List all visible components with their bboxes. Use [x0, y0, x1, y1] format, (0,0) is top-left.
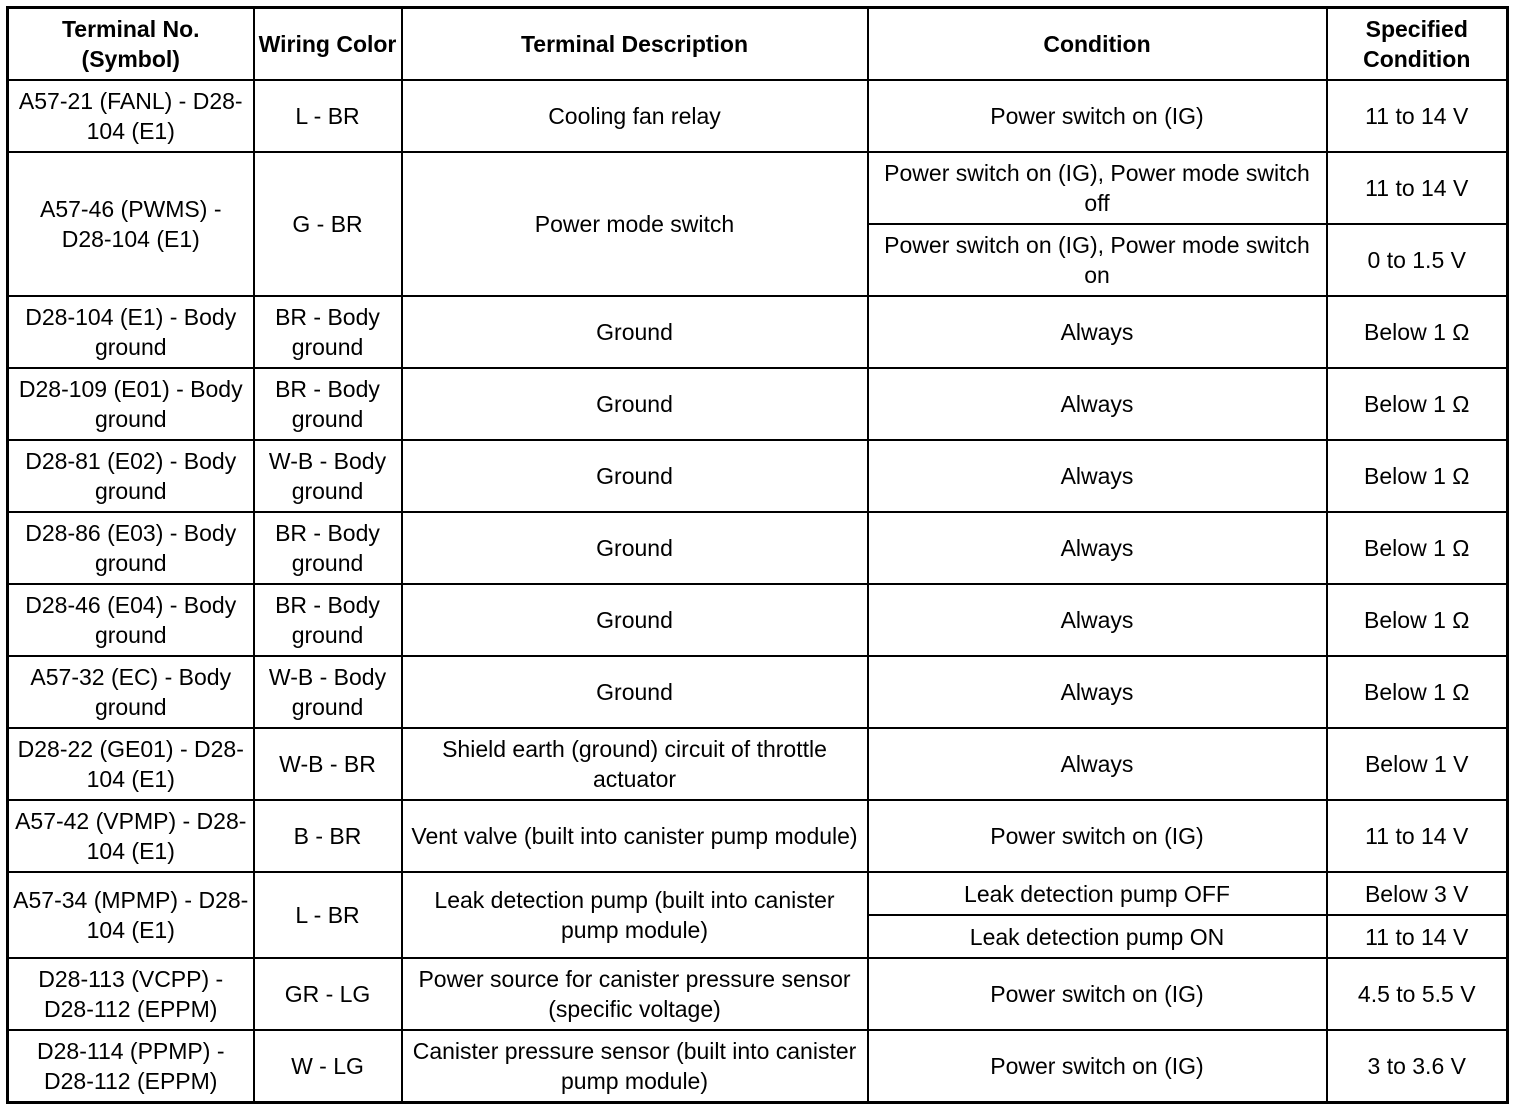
table-row: [8, 800, 1508, 872]
terminal-cell: D28-114 (PPMP) - D28-112 (EPPM): [8, 1030, 254, 1103]
specified-cell: 11 to 14 V: [1327, 800, 1508, 872]
condition-cell: Power switch on (IG): [868, 80, 1327, 152]
header-wiring-color: Wiring Color: [254, 8, 402, 81]
wiring-color-cell: BR - Body ground: [254, 584, 402, 656]
table-row: [8, 296, 1508, 368]
terminal-cell: D28-46 (E04) - Body ground: [8, 584, 254, 656]
condition-cell: Always: [868, 728, 1327, 800]
terminal-cell: A57-42 (VPMP) - D28-104 (E1): [8, 800, 254, 872]
table-row: [8, 80, 1508, 152]
description-cell: Ground: [402, 296, 868, 368]
table-row: [8, 656, 1508, 728]
terminal-cell: D28-81 (E02) - Body ground: [8, 440, 254, 512]
specified-cell: Below 1 V: [1327, 728, 1508, 800]
specified-cell: 11 to 14 V: [1327, 152, 1508, 224]
description-cell: Ground: [402, 584, 868, 656]
description-cell: Power mode switch: [402, 152, 868, 296]
table-row: [8, 1030, 1508, 1103]
description-cell: Ground: [402, 512, 868, 584]
terminal-cell: D28-113 (VCPP) - D28-112 (EPPM): [8, 958, 254, 1030]
wiring-color-cell: BR - Body ground: [254, 512, 402, 584]
terminal-cell: D28-22 (GE01) - D28-104 (E1): [8, 728, 254, 800]
table-row: [8, 872, 1508, 915]
terminal-cell: A57-46 (PWMS) - D28-104 (E1): [8, 152, 254, 296]
specified-cell: Below 3 V: [1327, 872, 1508, 915]
header-terminal: Terminal No. (Symbol): [8, 8, 254, 81]
specified-cell: 3 to 3.6 V: [1327, 1030, 1508, 1103]
table-row: [8, 512, 1508, 584]
wiring-color-cell: L - BR: [254, 80, 402, 152]
terminal-spec-table-wrapper: [6, 6, 1509, 1104]
terminal-cell: D28-109 (E01) - Body ground: [8, 368, 254, 440]
description-cell: Ground: [402, 656, 868, 728]
table-row: [8, 728, 1508, 800]
condition-cell: Power switch on (IG): [868, 1030, 1327, 1103]
table-header-row: [8, 8, 1508, 81]
condition-cell: Leak detection pump OFF: [868, 872, 1327, 915]
wiring-color-cell: G - BR: [254, 152, 402, 296]
table-row: [8, 440, 1508, 512]
description-cell: Leak detection pump (built into canister pump module): [402, 872, 868, 958]
wiring-color-cell: L - BR: [254, 872, 402, 958]
condition-cell: Power switch on (IG): [868, 800, 1327, 872]
table-row: [8, 152, 1508, 224]
specified-cell: Below 1 Ω: [1327, 512, 1508, 584]
condition-cell: Power switch on (IG), Power mode switch on: [868, 224, 1327, 296]
condition-cell: Always: [868, 584, 1327, 656]
condition-cell: Power switch on (IG): [868, 958, 1327, 1030]
header-condition: Condition: [868, 8, 1327, 81]
specified-cell: 11 to 14 V: [1327, 915, 1508, 958]
condition-cell: Always: [868, 368, 1327, 440]
condition-cell: Always: [868, 656, 1327, 728]
terminal-cell: A57-34 (MPMP) - D28-104 (E1): [8, 872, 254, 958]
description-cell: Vent valve (built into canister pump module): [402, 800, 868, 872]
wiring-color-cell: W-B - BR: [254, 728, 402, 800]
specified-cell: 0 to 1.5 V: [1327, 224, 1508, 296]
wiring-color-cell: W-B - Body ground: [254, 656, 402, 728]
terminal-spec-table: [6, 6, 1509, 1104]
description-cell: Power source for canister pressure sensor (specific voltage): [402, 958, 868, 1030]
wiring-color-cell: B - BR: [254, 800, 402, 872]
wiring-color-cell: W - LG: [254, 1030, 402, 1103]
description-cell: Ground: [402, 368, 868, 440]
terminal-cell: D28-104 (E1) - Body ground: [8, 296, 254, 368]
specified-cell: 11 to 14 V: [1327, 80, 1508, 152]
table-row: [8, 958, 1508, 1030]
terminal-cell: A57-32 (EC) - Body ground: [8, 656, 254, 728]
description-cell: Shield earth (ground) circuit of throttle actuator: [402, 728, 868, 800]
specified-cell: Below 1 Ω: [1327, 368, 1508, 440]
description-cell: Cooling fan relay: [402, 80, 868, 152]
description-cell: Canister pressure sensor (built into canister pump module): [402, 1030, 868, 1103]
table-row: [8, 368, 1508, 440]
wiring-color-cell: W-B - Body ground: [254, 440, 402, 512]
condition-cell: Leak detection pump ON: [868, 915, 1327, 958]
specified-cell: Below 1 Ω: [1327, 440, 1508, 512]
header-terminal-description: Terminal Description: [402, 8, 868, 81]
specified-cell: Below 1 Ω: [1327, 584, 1508, 656]
wiring-color-cell: BR - Body ground: [254, 368, 402, 440]
table-row: [8, 584, 1508, 656]
terminal-cell: D28-86 (E03) - Body ground: [8, 512, 254, 584]
header-specified-condition: Specified Condition: [1327, 8, 1508, 81]
condition-cell: Always: [868, 512, 1327, 584]
terminal-cell: A57-21 (FANL) - D28-104 (E1): [8, 80, 254, 152]
specified-cell: Below 1 Ω: [1327, 656, 1508, 728]
description-cell: Ground: [402, 440, 868, 512]
wiring-color-cell: GR - LG: [254, 958, 402, 1030]
specified-cell: Below 1 Ω: [1327, 296, 1508, 368]
wiring-color-cell: BR - Body ground: [254, 296, 402, 368]
condition-cell: Power switch on (IG), Power mode switch off: [868, 152, 1327, 224]
condition-cell: Always: [868, 296, 1327, 368]
specified-cell: 4.5 to 5.5 V: [1327, 958, 1508, 1030]
condition-cell: Always: [868, 440, 1327, 512]
